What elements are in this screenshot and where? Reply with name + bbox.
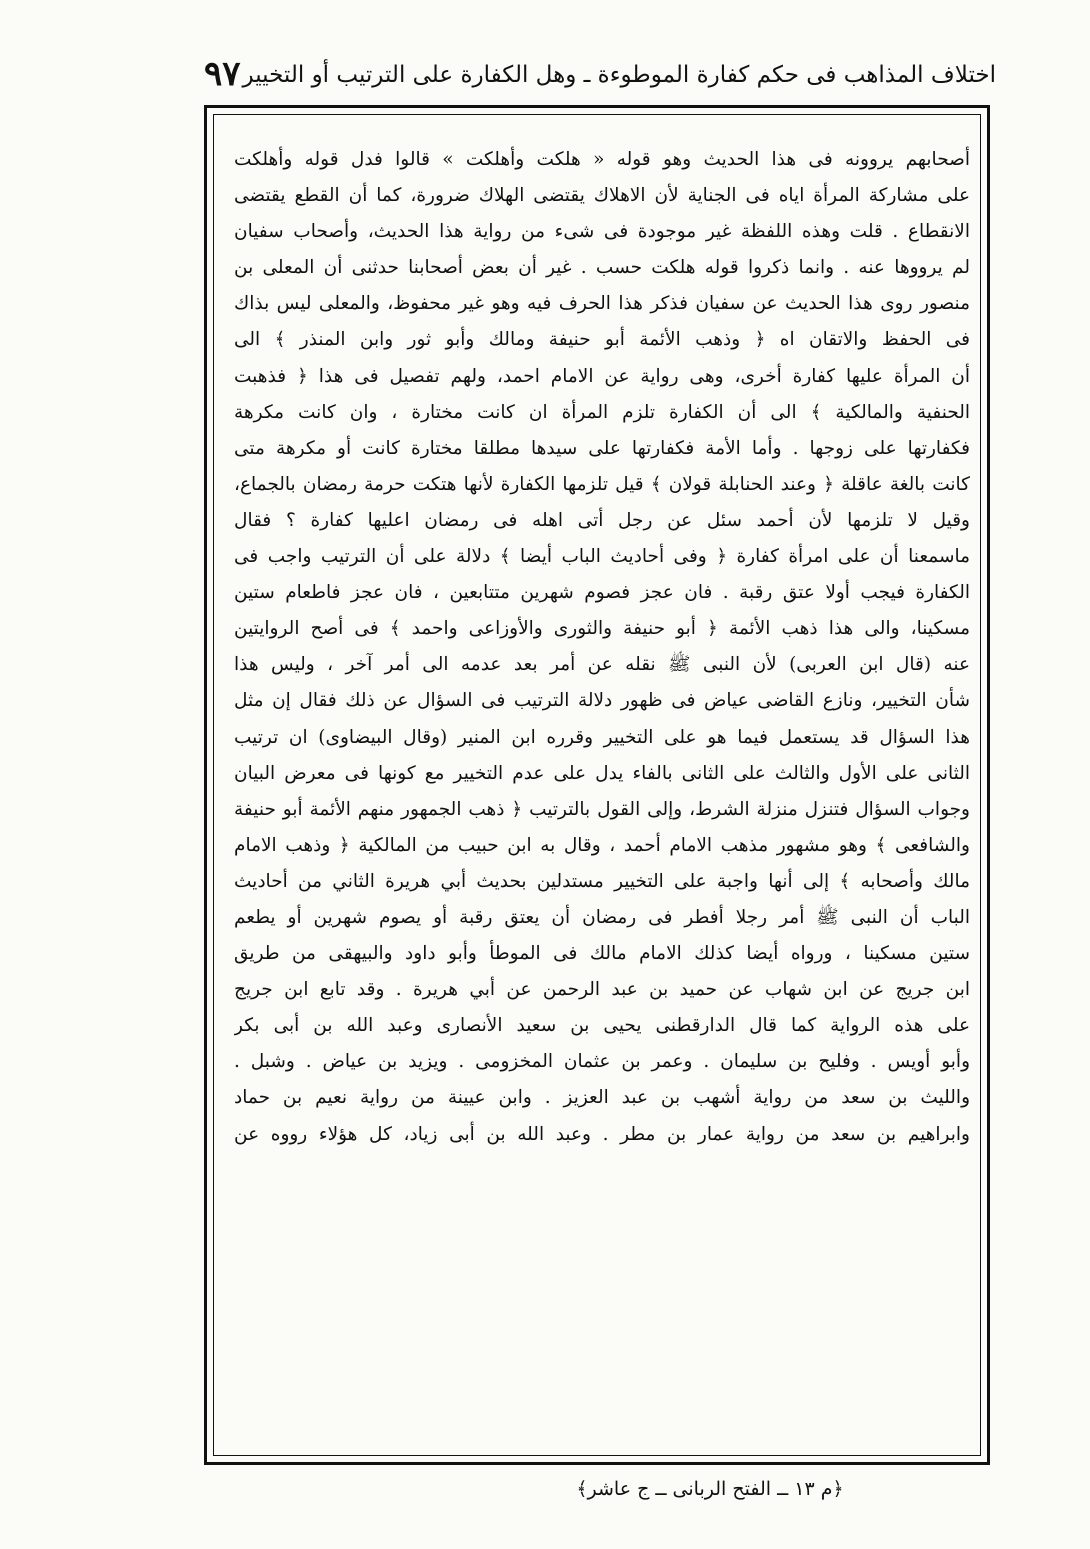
text-line: الحنفية والمالكية ﴾ الى أن الكفارة تلزم المرأة ان كانت مختارة ، وان كانت مكرهة (234, 401, 970, 423)
text-line: وقيل لا تلزمها لأن أحمد سئل عن رجل أتى اهله فى رمضان اعليها كفارة ؟ فقال (234, 509, 970, 531)
text-line: لم يرووها عنه . وانما ذكروا قوله هلكت حسب . غير أن بعض أصحابنا حدثنى أن المعلى بن (234, 257, 970, 279)
text-line: هذا السؤال قد يستعمل فيما هو على التخيير وقرره ابن المنير (وقال البيضاوى) ان ترتيب (234, 726, 970, 748)
text-line: فكفارتها على زوجها . وأما الأمة فكفارتها على سيدها مطلقا مختارة كانت أو مكرهة متى (234, 437, 970, 459)
text-line: وأبو أويس . وفليح بن سليمان . وعمر بن عثمان المخزومى . ويزيد بن عياض . وشبل . (234, 1051, 970, 1073)
text-line: مالك وأصحابه ﴾ إلى أنها واجبة على التخيير مستدلين بحديث أبي هريرة الثاني من أحاديث (234, 870, 970, 892)
page-header (196, 54, 996, 102)
running-title: اختلاف المذاهب فى حكم كفارة الموطوءة ـ وهل الكفارة على الترتيب أو التخيير (242, 62, 996, 88)
text-line: أصحابهم يروونه فى هذا الحديث وهو قوله « هلكت وأهلكت » قالوا فدل قوله وأهلكت (234, 149, 970, 170)
text-line: أن المرأة عليها كفارة أخرى، وهى رواية عن الامام احمد، ولهم تفصيل فى هذا ﴿ فذهبت (234, 365, 970, 387)
text-line: ماسمعنا أن على امرأة كفارة ﴿ وفى أحاديث الباب أيضا ﴾ دلالة على أن الترتيب واجب فى (234, 546, 970, 568)
text-line: الثانى على الأول والثالث على الثانى بالفاء يدل على عدم التخيير مع كونها فى معرض البيان (234, 762, 970, 784)
text-line: والليث بن سعد من رواية أشهب بن عبد العزيز . وابن عيينة من رواية نعيم بن حماد (234, 1087, 970, 1109)
body-text (234, 142, 970, 1153)
text-line: والشافعى ﴾ وهو مشهور مذهب الامام أحمد ، وقال به ابن حبيب من المالكية ﴿ وذهب الامام (234, 834, 970, 856)
text-line: وابراهيم بن سعد من رواية عمار بن مطر . وعبد الله بن أبى زياد، كل هؤلاء رووه عن (234, 1123, 970, 1145)
text-line: على هذه الرواية كما قال الدارقطنى يحيى بن سعيد الأنصارى وعبد الله بن أبى بكر (234, 1015, 970, 1037)
text-line: الباب أن النبى ﷺ أمر رجلا أفطر فى رمضان أن يعتق رقبة أو يصوم شهرين أو يطعم (234, 906, 970, 928)
text-line: شأن التخيير، ونازع القاضى عياض فى ظهور دلالة الترتيب فى السؤال عن ذلك فقال إن مثل (234, 690, 970, 712)
text-line: ابن جريج عن ابن شهاب عن حميد بن عبد الرحمن عن أبي هريرة . وقد تابع ابن جريج (234, 979, 970, 1001)
text-line: وجواب السؤال فتنزل منزلة الشرط، وإلى القول بالترتيب ﴿ ذهب الجمهور منهم الأئمة أبو حنيفة (234, 798, 970, 820)
text-line: عنه (قال ابن العربى) لأن النبى ﷺ نقله عن أمر بعد عدمه الى أمر آخر ، وليس هذا (234, 654, 970, 676)
text-line: مسكينا، والى هذا ذهب الأئمة ﴿ أبو حنيفة والثورى والأوزاعى واحمد ﴾ فى أصح الروايتين (234, 618, 970, 640)
text-line: الانقطاع . قلت وهذه اللفظة غير موجودة فى شىء من رواية هذا الحديث، وأصحاب سفيان (234, 221, 970, 243)
text-line: منصور روى هذا الحديث عن سفيان فذكر هذا الحرف فيه وهو غير محفوظ، والمعلى ليس بذاك (234, 293, 970, 315)
page-number: ٩٧ (204, 54, 241, 94)
text-line: الكفارة فيجب أولا عتق رقبة . فان عجز فصوم شهرين متتابعين ، فان عجز فاطعام ستين (234, 582, 970, 604)
text-line: ستين مسكينا ، ورواه أيضا كذلك الامام مالك فى الموطأ وأبو داود والبيهقى من طريق (234, 943, 970, 965)
text-line: على مشاركة المرأة اياه فى الجناية لأن الاهلاك يقتضى الهلاك ضرورة، كما أن القطع يقتضى (234, 185, 970, 207)
signature-line: ﴿م ١٣ ــ الفتح الربانى ــ ج عاشر﴾ (576, 1478, 844, 1500)
text-line: فى الحفظ والاتقان اه ﴿ وذهب الأئمة أبو حنيفة ومالك وأبو ثور وابن المنذر ﴾ الى (234, 329, 970, 351)
text-line: كانت بالغة عاقلة ﴿ وعند الحنابلة قولان ﴾ قيل تلزمها الكفارة لأنها هتكت حرمة رمضان بالجماع، (234, 473, 970, 495)
